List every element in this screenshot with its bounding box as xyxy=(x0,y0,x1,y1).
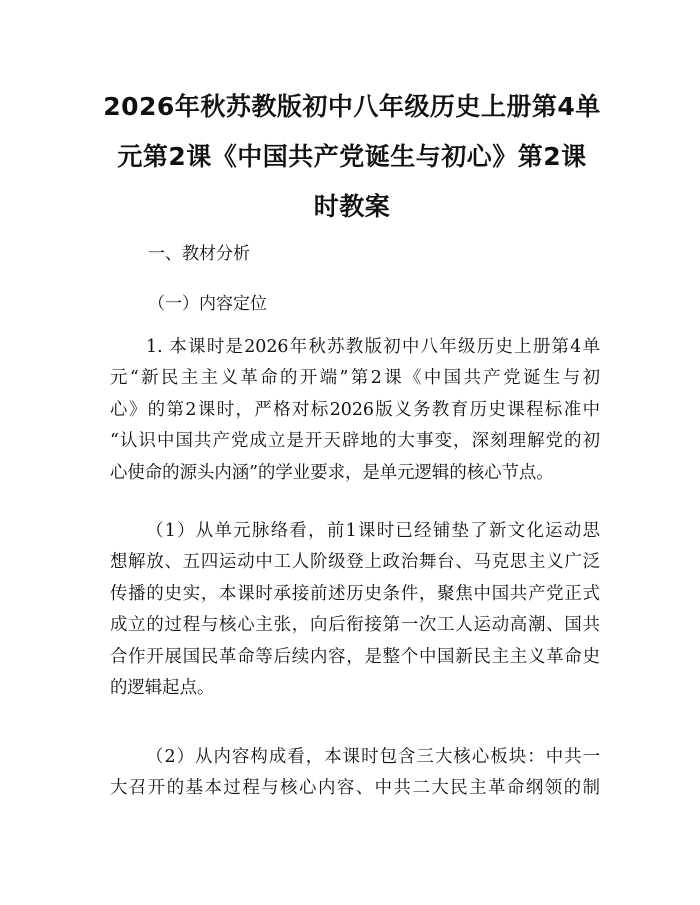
title-line-1: 2026年秋苏教版初中八年级历史上册第4单 xyxy=(103,92,601,121)
paragraph-2-line-5: 合作开展国民革命等后续内容，是整个中国新民主主义革命史 xyxy=(110,646,600,667)
paragraph-2-line-1: （1）从单元脉络看，前1课时已经铺垫了新文化运动思 xyxy=(146,521,600,541)
paragraph-1-line-1: 1. 本课时是2026年秋苏教版初中八年级历史上册第4单 xyxy=(146,337,600,357)
subsection-heading-content-positioning: （一）内容定位 xyxy=(148,294,267,314)
paragraph-2-line-6: 的逻辑起点。 xyxy=(110,678,215,699)
title-line-2: 元第2课《中国共产党诞生与初心》第2课 xyxy=(117,142,587,171)
paragraph-1-line-2: 元“新民主主义革命的开端”第2课《中国共产党诞生与初 xyxy=(110,368,600,389)
title-line-3: 时教案 xyxy=(313,192,391,221)
paragraph-2 xyxy=(110,516,600,704)
document-title xyxy=(92,82,612,232)
paragraph-2-line-2: 想解放、五四运动中工人阶级登上政治舞台、马克思主义广泛 xyxy=(110,552,600,573)
paragraph-3-line-2: 大召开的基本过程与核心内容、中共二大民主革命纲领的制 xyxy=(110,778,600,799)
paragraph-2-line-3: 传播的史实，本课时承接前述历史条件，聚焦中国共产党正式 xyxy=(110,583,600,604)
paragraph-3 xyxy=(110,742,600,805)
paragraph-1-line-4: “认识中国共产党成立是开天辟地的大事变，深刻理解党的初 xyxy=(110,431,600,452)
paragraph-1-line-3: 心》的第2课时，严格对标2026版义务教育历史课程标准中 xyxy=(110,399,600,420)
paragraph-1 xyxy=(110,332,600,489)
section-heading-textbook-analysis: 一、教材分析 xyxy=(148,244,250,264)
paragraph-1-line-5: 心使命的源头内涵”的学业要求，是单元逻辑的核心节点。 xyxy=(110,462,554,483)
paragraph-3-line-1: （2）从内容构成看，本课时包含三大核心板块：中共一 xyxy=(146,747,600,767)
paragraph-2-line-4: 成立的过程与核心主张，向后衔接第一次工人运动高潮、国共 xyxy=(110,615,600,636)
